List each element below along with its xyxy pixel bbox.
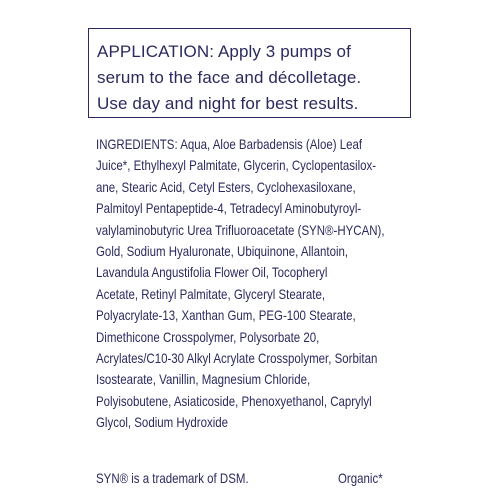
ingredients-line: Polyisobutene, Asiaticoside, Phenoxyethanol, Caprylyl [96, 392, 372, 409]
ingredients-line: Gold, Sodium Hyaluronate, Ubiquinone, Allantoin, [96, 243, 349, 260]
trademark-note: SYN® is a trademark of DSM. [96, 470, 249, 486]
ingredients-line: Juice*, Ethylhexyl Palmitate, Glycerin, Cyclopentasilox- [96, 157, 377, 174]
ingredients-line: Acetate, Retinyl Palmitate, Glyceryl Stearate, [96, 285, 326, 302]
ingredients-line: Polyacrylate-13, Xanthan Gum, PEG-100 Stearate, [96, 307, 356, 324]
ingredients-line: Isostearate, Vanillin, Magnesium Chloride, [96, 371, 311, 388]
ingredients-line: Glycol, Sodium Hydroxide [96, 414, 229, 431]
footer [96, 468, 416, 488]
application-line: serum to the face and décolletage. [97, 68, 362, 87]
application-text [97, 39, 410, 117]
ingredients-line: Lavandula Angustifolia Flower Oil, Tocopheryl [96, 264, 328, 281]
ingredients-line: Dimethicone Crosspolymer, Polysorbate 20, [96, 328, 320, 345]
application-box [88, 28, 411, 118]
application-line: Use day and night for best results. [97, 94, 359, 113]
ingredients-line: ane, Stearic Acid, Cetyl Esters, Cyclohexasiloxane, [96, 178, 356, 195]
ingredients-line: Palmitoyl Pentapeptide-4, Tetradecyl Aminobutyroyl- [96, 200, 362, 217]
ingredients-line: INGREDIENTS: Aqua, Aloe Barbadensis (Aloe) Leaf [96, 136, 363, 152]
ingredients-line: Acrylates/C10-30 Alkyl Acrylate Crosspolymer, Sorbitan [96, 350, 378, 367]
ingredients-line: valylaminobutyric Urea Trifluoroacetate (SYN®-HYCAN), [96, 221, 385, 238]
organic-note: Organic* [338, 470, 383, 486]
application-line: APPLICATION: Apply 3 pumps of [97, 42, 351, 61]
ingredients-list [96, 134, 416, 434]
